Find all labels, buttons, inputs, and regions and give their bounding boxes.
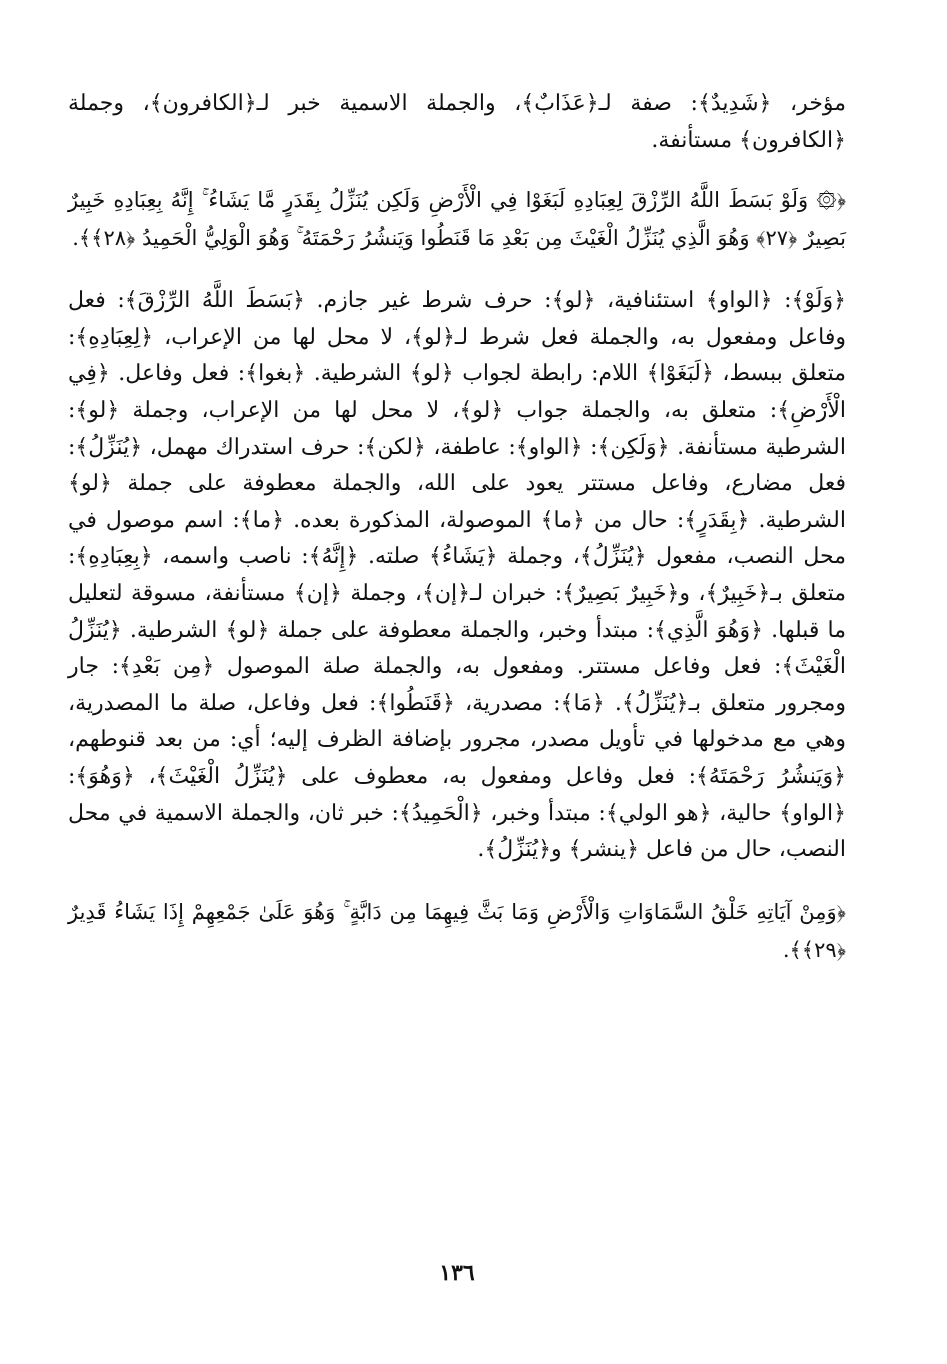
book-page xyxy=(68,86,846,1356)
paragraph-closing-analysis: مؤخر، ﴿شَدِيدٌ﴾: صفة لـ﴿عَذَابٌ﴾، والجملة الاسمية خبر لـ﴿الكافرون﴾، وجملة ﴿الكافرون﴾ مستأنفة. xyxy=(68,91,846,153)
quran-verse-27-28: ﴿۞ وَلَوْ بَسَطَ اللَّهُ الرِّزْقَ لِعِبَادِهِ لَبَغَوْا فِي الْأَرْضِ وَلَكِن يُنَزِّلُ بِقَدَرٍ مَّا يَشَاءُ ۚ إِنَّهُ بِعِبَادِهِ خَبِيرٌ بَصِيرٌ ﴿٢٧﴾ وَهُوَ الَّذِي يُنَزِّلُ الْغَيْثَ مِن بَعْدِ مَا قَنَطُوا وَيَنشُرُ رَحْمَتَهُ ۚ وَهُوَ الْوَلِيُّ الْحَمِيدُ ﴿٢٨﴾﴾. xyxy=(68,188,846,251)
quran-verse-29: ﴿وَمِنْ آيَاتِهِ خَلْقُ السَّمَاوَاتِ وَالْأَرْضِ وَمَا بَثَّ فِيهِمَا مِن دَابَّةٍ ۚ وَهُوَ عَلَىٰ جَمْعِهِمْ إِذَا يَشَاءُ قَدِيرٌ ﴿٢٩﴾﴾. xyxy=(68,899,846,962)
page-number: ١٣٦ xyxy=(439,1260,475,1286)
paragraph-grammatical-analysis: ﴿وَلَوْ﴾: ﴿الواو﴾ استئنافية، ﴿لو﴾: حرف شرط غير جازم. ﴿بَسَطَ اللَّهُ الرِّزْقَ﴾: فعل وفاعل ومفعول به، والجملة فعل شرط لـ﴿لو﴾، لا محل لها من الإعراب، ﴿لِعِبَادِهِ﴾: متعلق ببسط، ﴿لَبَغَوْا﴾ اللام: رابطة لجواب ﴿لو﴾ الشرطية. ﴿بغوا﴾: فعل وفاعل. ﴿فِي الْأَرْضِ﴾: متعلق به، والجملة جواب ﴿لو﴾، لا محل لها من الإعراب، وجملة ﴿لو﴾: الشرطية مستأنفة. ﴿وَلَكِن﴾: ﴿الواو﴾: عاطفة، ﴿لكن﴾: حرف استدراك مهمل، ﴿يُنَزِّلُ﴾: فعل مضارع، وفاعل مستتر يعود على الله، والجملة معطوفة على جملة ﴿لو﴾ الشرطية. ﴿بِقَدَرٍ﴾: حال من ﴿ما﴾ الموصولة، المذكورة بعده. ﴿ما﴾: اسم موصول في محل النصب، مفعول ﴿يُنَزِّلُ﴾، وجملة ﴿يَشَاءُ﴾ صلته. ﴿إِنَّهُ﴾: ناصب واسمه، ﴿بِعِبَادِهِ﴾: متعلق بـ﴿خَبِيرٌ﴾، و﴿خَبِيرٌ بَصِيرٌ﴾: خبران لـ﴿إن﴾، وجملة ﴿إن﴾ مستأنفة، مسوقة لتعليل ما قبلها. ﴿وَهُوَ الَّذِي﴾: مبتدأ وخبر، والجملة معطوفة على جملة ﴿لو﴾ الشرطية. ﴿يُنَزِّلُ الْغَيْثَ﴾: فعل وفاعل مستتر. ومفعول به، والجملة صلة الموصول ﴿مِن بَعْدِ﴾: جار ومجرور متعلق بـ﴿يُنَزِّلُ﴾. ﴿مَا﴾: مصدرية، ﴿قَنَطُوا﴾: فعل وفاعل، صلة ما المصدرية، وهي مع مدخولها في تأويل مصدر، مجرور بإضافة الظرف إليه؛ أي: من بعد قنوطهم، ﴿وَيَنشُرُ رَحْمَتَهُ﴾: فعل وفاعل ومفعول به، معطوف على ﴿يُنَزِّلُ الْغَيْثَ﴾، ﴿وَهُوَ﴾: ﴿الواو﴾ حالية، ﴿هو الولي﴾: مبتدأ وخبر، ﴿الْحَمِيدُ﴾: خبر ثان، والجملة الاسمية في محل النصب، حال من فاعل ﴿ينشر﴾ و﴿يُنَزِّلُ﴾. xyxy=(68,288,846,863)
